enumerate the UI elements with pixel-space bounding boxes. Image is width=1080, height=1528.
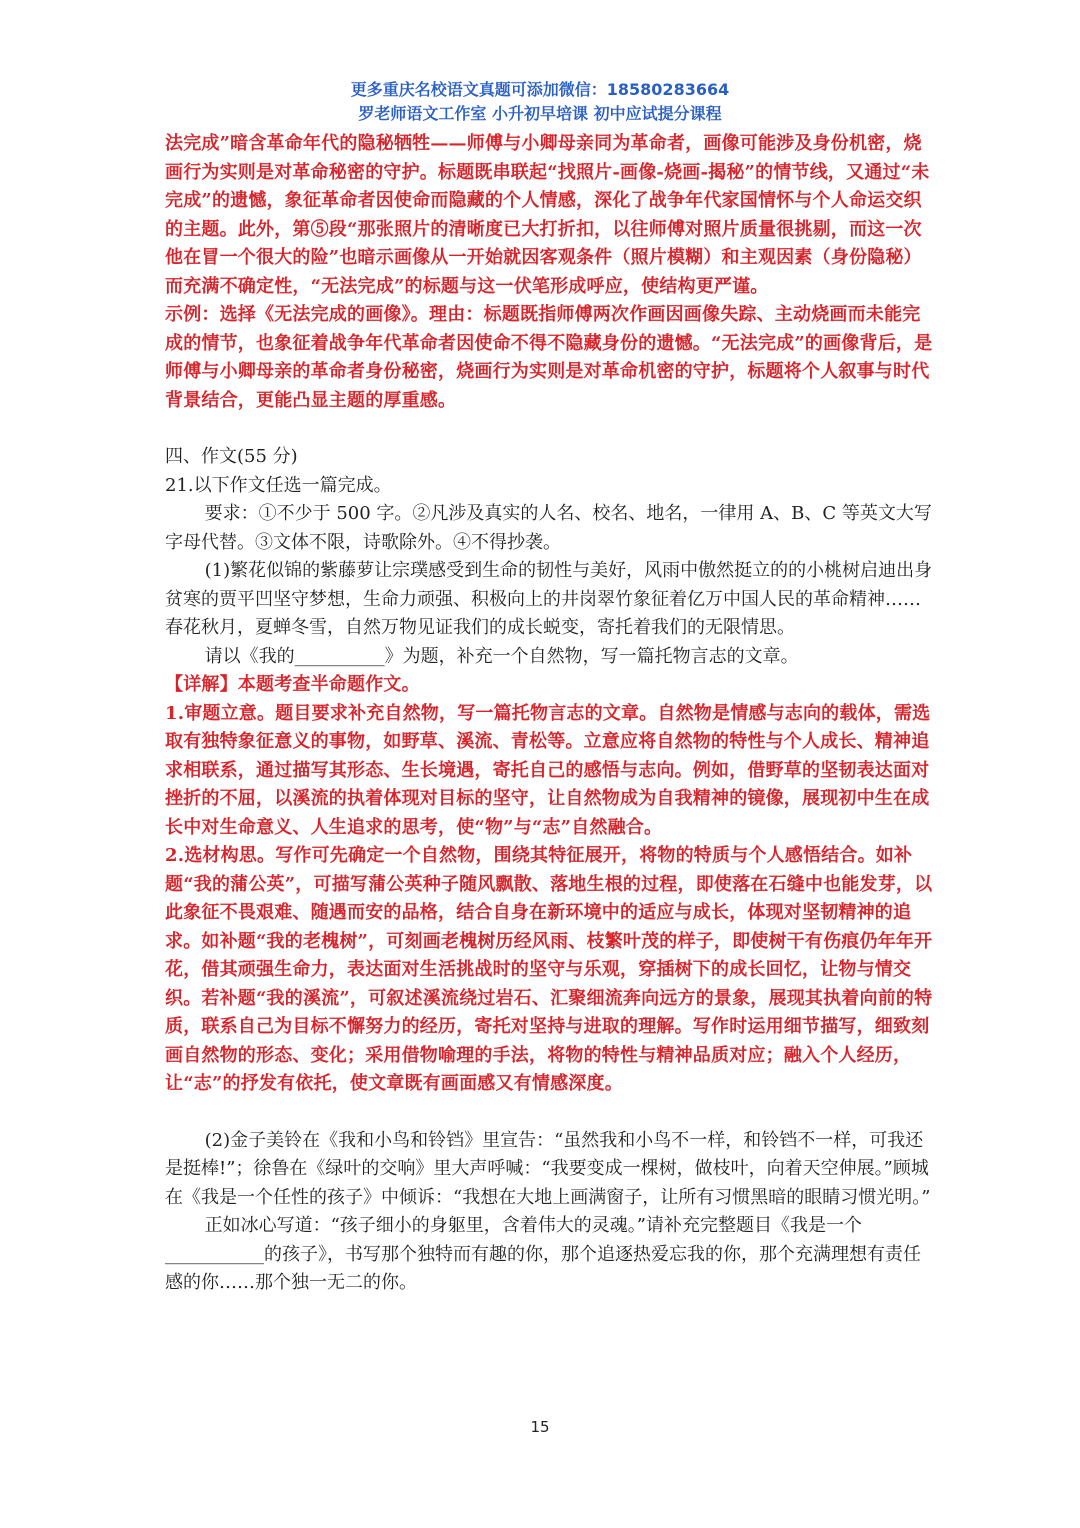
- header-studio-line: 罗老师语文工作室 小升初早培课 初中应试提分课程: [358, 104, 722, 123]
- prompt-one-task: 请以《我的__________》为题，补充一个自然物，写一篇托物言志的文章。: [204, 645, 799, 667]
- detail-title: 【详解】本题考查半命题作文。: [165, 674, 420, 695]
- page-number: 15: [530, 1418, 550, 1436]
- requirements-text: 要求：①不少于 500 字。②凡涉及真实的人名、校名、地名，一律用 A、B、C 等英文大写字母代替。③文体不限，诗歌除外。④不得抄袭。: [165, 503, 932, 553]
- page-header: [0, 78, 1080, 126]
- prompt-two-task: 正如冰心写道：“孩子细小的身躯里，含着伟大的灵魂。”请补充完整题目《我是一个___________的孩子》，书写那个独特而有趣的你，那个追逐热爱忘我的你，那个充满理想有责任感的你……那个独一无二的你。: [165, 1215, 921, 1293]
- prompt-two-text: (2)金子美铃在《我和小鸟和铃铛》里宣告：“虽然我和小鸟不一样，和铃铛不一样，可我还是挺棒!”；徐鲁在《绿叶的交响》里大声呼喊：“我要变成一棵树，做枝叶，向着天空伸展。”顾城在《我是一个任性的孩子》中倾诉：“我想在大地上画满窗子，让所有习惯黑暗的眼睛习惯光明。”: [165, 1129, 931, 1208]
- prompt-one-text: (1)繁花似锦的紫藤萝让宗璞感受到生命的韧性与美好，风雨中傲然挺立的的小桃树启迪出身贫寒的贾平凹坚守梦想，生命力顽强、积极向上的井岗翠竹象征着亿万中国人民的革命精神……春花秋月，夏蝉冬雪，自然万物见证我们的成长蜕变，寄托着我们的无限情思。: [165, 560, 933, 638]
- analysis-paragraph: 法完成”暗含革命年代的隐秘牺牲——师傅与小卿母亲同为革命者，画像可能涉及身份机密，烧画行为实则是对革命秘密的守护。标题既串联起“找照片-画像-烧画-揭秘”的情节线，又通过“未完成”的遗憾，象征革命者因使命而隐藏的个人情感，深化了战争年代家国情怀与个人命运交织的主题。此外，第⑤段“那张照片的清晰度已大打折扣，以往师傅对照片质量很挑剔，而这一次他在冒一个很大的险”也暗示画像从一开始就因客观条件（照片模糊）和主观因素（身份隐秘）而充满不确定性，“无法完成”的标题与这一伏笔形成呼应，使结构更严谨。: [165, 133, 930, 297]
- spacer: [165, 415, 935, 443]
- section-title: 四、作文(55 分): [165, 446, 298, 467]
- header-contact-line: 更多重庆名校语文真题可添加微信：18580283664: [350, 80, 730, 99]
- example-answer: 示例：选择《无法完成的画像》。理由：标题既指师傅两次作画因画像失踪、主动烧画而未能完成的情节，也象征着战争年代革命者因使命不得不隐藏身份的遗憾。“无法完成”的画像背后，是师傅与小卿母亲的革命者身份秘密，烧画行为实则是对革命机密的守护，标题将个人叙事与时代背景结合，更能凸显主题的厚重感。: [165, 304, 933, 411]
- spacer: [165, 1099, 935, 1127]
- question-title: 21.以下作文任选一篇完成。: [165, 474, 392, 496]
- page-content: [165, 130, 935, 1298]
- detail-point-one: 1.审题立意。题目要求补充自然物，写一篇托物言志的文章。自然物是情感与志向的载体，需选取有独特象征意义的事物，如野草、溪流、青松等。立意应将自然物的特性与个人成长、精神追求相联系，通过描写其形态、生长境遇，寄托自己的感悟与志向。例如，借野草的坚韧表达面对挫折的不屈，以溪流的执着体现对目标的坚守，让自然物成为自我精神的镜像，展现初中生在成长中对生命意义、人生追求的思考，使“物”与“志”自然融合。: [165, 702, 931, 838]
- detail-point-two: 2.选材构思。写作可先确定一个自然物，围绕其特征展开，将物的特质与个人感悟结合。如补题“我的蒲公英”，可描写蒲公英种子随风飘散、落地生根的过程，即使落在石缝中也能发芽，以此象征不畏艰难、随遇而安的品格，结合自身在新环境中的适应与成长，体现对坚韧精神的追求。如补题“我的老槐树”，可刻画老槐树历经风雨、枝繁叶茂的样子，即使树干有伤痕仍年年开花，借其顽强生命力，表达面对生活挑战时的坚守与乐观，穿插树下的成长回忆，让物与情交织。若补题“我的溪流”，可叙述溪流绕过岩石、汇聚细流奔向远方的景象，展现其执着向前的特质，联系自己为目标不懈努力的经历，寄托对坚持与进取的理解。写作时运用细节描写，细致刻画自然物的形态、变化；采用借物喻理的手法，将物的特性与精神品质对应；融入个人经历，让“志”的抒发有依托，使文章既有画面感又有情感深度。: [165, 845, 933, 1094]
